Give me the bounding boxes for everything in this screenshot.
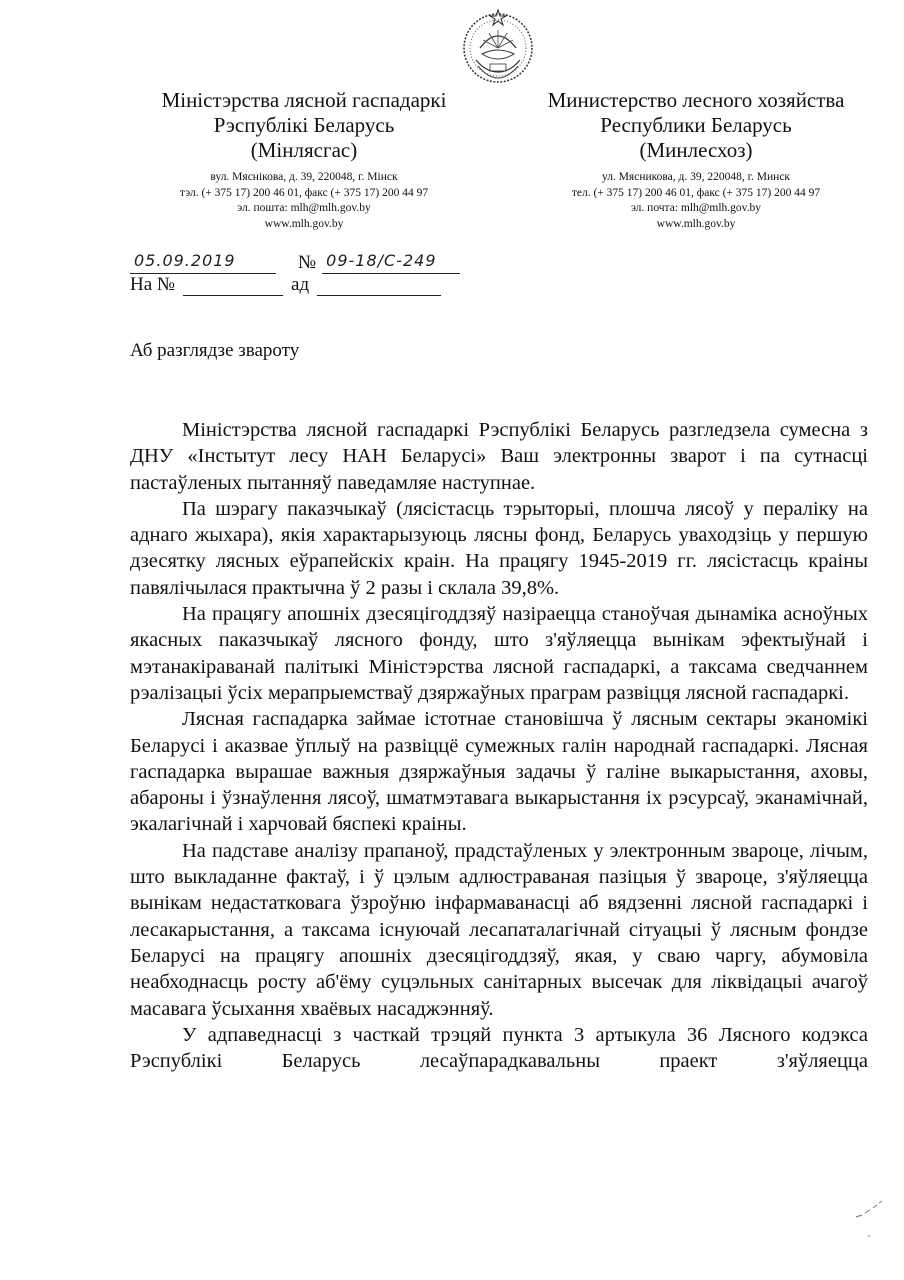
org-short-name: (Минлесхоз) (639, 138, 753, 162)
body-paragraph: Міністэрства лясной гаспадаркі Рэспублікі Беларусь разгледзела сумесна з ДНУ «Інстытут лесу НАН Беларусі» Ваш электронны зварот і па сутнасці пастаўленых пытанняў паведамляе наступнае. (130, 419, 868, 494)
org-email: эл. пошта: mlh@mlh.gov.by (237, 202, 371, 214)
number-field (322, 253, 460, 274)
body-paragraph: У адпаведнасці з часткай трэцяй пункта 3 артыкула 36 Лясного кодэкса Рэспублікі Беларусь лесаўпарадкавальны праект з'яўляецца (130, 1023, 868, 1073)
org-website: www.mlh.gov.by (656, 217, 736, 230)
org-phone-fax: тел. (+ 375 17) 200 46 01, факс (+ 375 17) 200 44 97 (571, 186, 821, 199)
org-address: вул. Мяснікова, д. 39, 220048, г. Мінск (210, 171, 398, 183)
org-name-line: Міністэрства лясной гаспадаркі (161, 88, 447, 112)
body-paragraph: На працягу апошніх дзесяцігоддзяў назіраецца станоўчая дынаміка асноўных якасных паказчыкаў лясного фонду, што з'яўляецца вынікам эфектыўнай і мэтанакіраванай палітыкі Міністэрства лясной гаспадаркі, а таксама сведчаннем рэалізацыі ўсіх мерапрыемстваў дзяржаўных праграм развіцця лясной гаспадаркі. (130, 603, 868, 704)
org-name-line: Республики Беларусь (600, 113, 792, 137)
reply-to-label: На № (130, 274, 176, 295)
letter-subject: Аб разглядзе звароту (130, 340, 300, 361)
body-paragraph: Па шэрагу паказчыкаў (лясістасць тэрыторыі, плошча лясоў у пераліку на аднаго жыхара), якія характарызуюць лясны фонд, Беларусь уваходзіць у першую дзесятку лясных еўрапейскіх краін. На працягу 1945-2019 гг. лясістасць краіны павялічылася практычна ў 2 разы і склала 39,8%. (130, 497, 868, 599)
from-label: ад (291, 274, 310, 295)
registration-block (130, 252, 460, 296)
org-name-line: Министерство лесного хозяйства (547, 88, 845, 112)
org-short-name: (Мінлясгас) (250, 138, 358, 162)
date-field (130, 253, 276, 274)
org-phone-fax: тэл. (+ 375 17) 200 46 01, факс (+ 375 17) 200 44 97 (179, 186, 429, 199)
handwritten-date: 05.09.2019 (134, 251, 236, 270)
org-address: ул. Мясникова, д. 39, 220048, г. Минск (601, 171, 791, 183)
letter-body (130, 417, 868, 1074)
belarus-state-emblem-icon (456, 6, 540, 86)
pen-mark-icon (850, 1195, 900, 1245)
header-belarusian (134, 88, 474, 232)
body-paragraph: На падставе аналізу прапаноў, прадстаўленых у электронным звароце, лічым, што выкладанне фактаў, і ў цэлым адлюстраваная пазіцыя ў звароце, з'яўляецца вынікам недастатковага ўзроўню інфармаванасці аб вядзенні лясной гаспадаркі і лесакарыстання, а таксама існуючай лесапаталагічнай сітуацыі ў лясным фондзе Беларусі на працягу апошніх дзесяцігоддзяў, якая, у сваю чаргу, абумовіла неабходнасць росту аб'ёму суцэльных санітарных высечак для ліквідацыі ачагоў масавага ўсыхання хваёвых насаджэнняў. (130, 839, 868, 1020)
from-date-field (317, 275, 441, 296)
body-paragraph: Лясная гаспадарка займае істотнае становішча ў лясным сектары эканомікі Беларусі і аказвае ўплыў на развіццё сумежных галін народнай гаспадаркі. Лясная гаспадарка вырашае важныя дзяржаўныя задачы ў галіне выкарыстання, аховы, абароны і ўзнаўлення лясоў, шматмэтавага выкарыстання іх рэсурсаў, эканамічнай, экалагічнай і харчовай бяспекі краіны. (130, 708, 868, 836)
org-website: www.mlh.gov.by (264, 217, 344, 230)
reply-to-field (183, 275, 283, 296)
number-label: № (298, 252, 317, 273)
org-email: эл. почта: mlh@mlh.gov.by (630, 202, 762, 214)
header-russian (520, 88, 872, 232)
org-name-line: Рэспублікі Беларусь (213, 113, 395, 137)
handwritten-number: 09-18/С-249 (326, 251, 437, 270)
